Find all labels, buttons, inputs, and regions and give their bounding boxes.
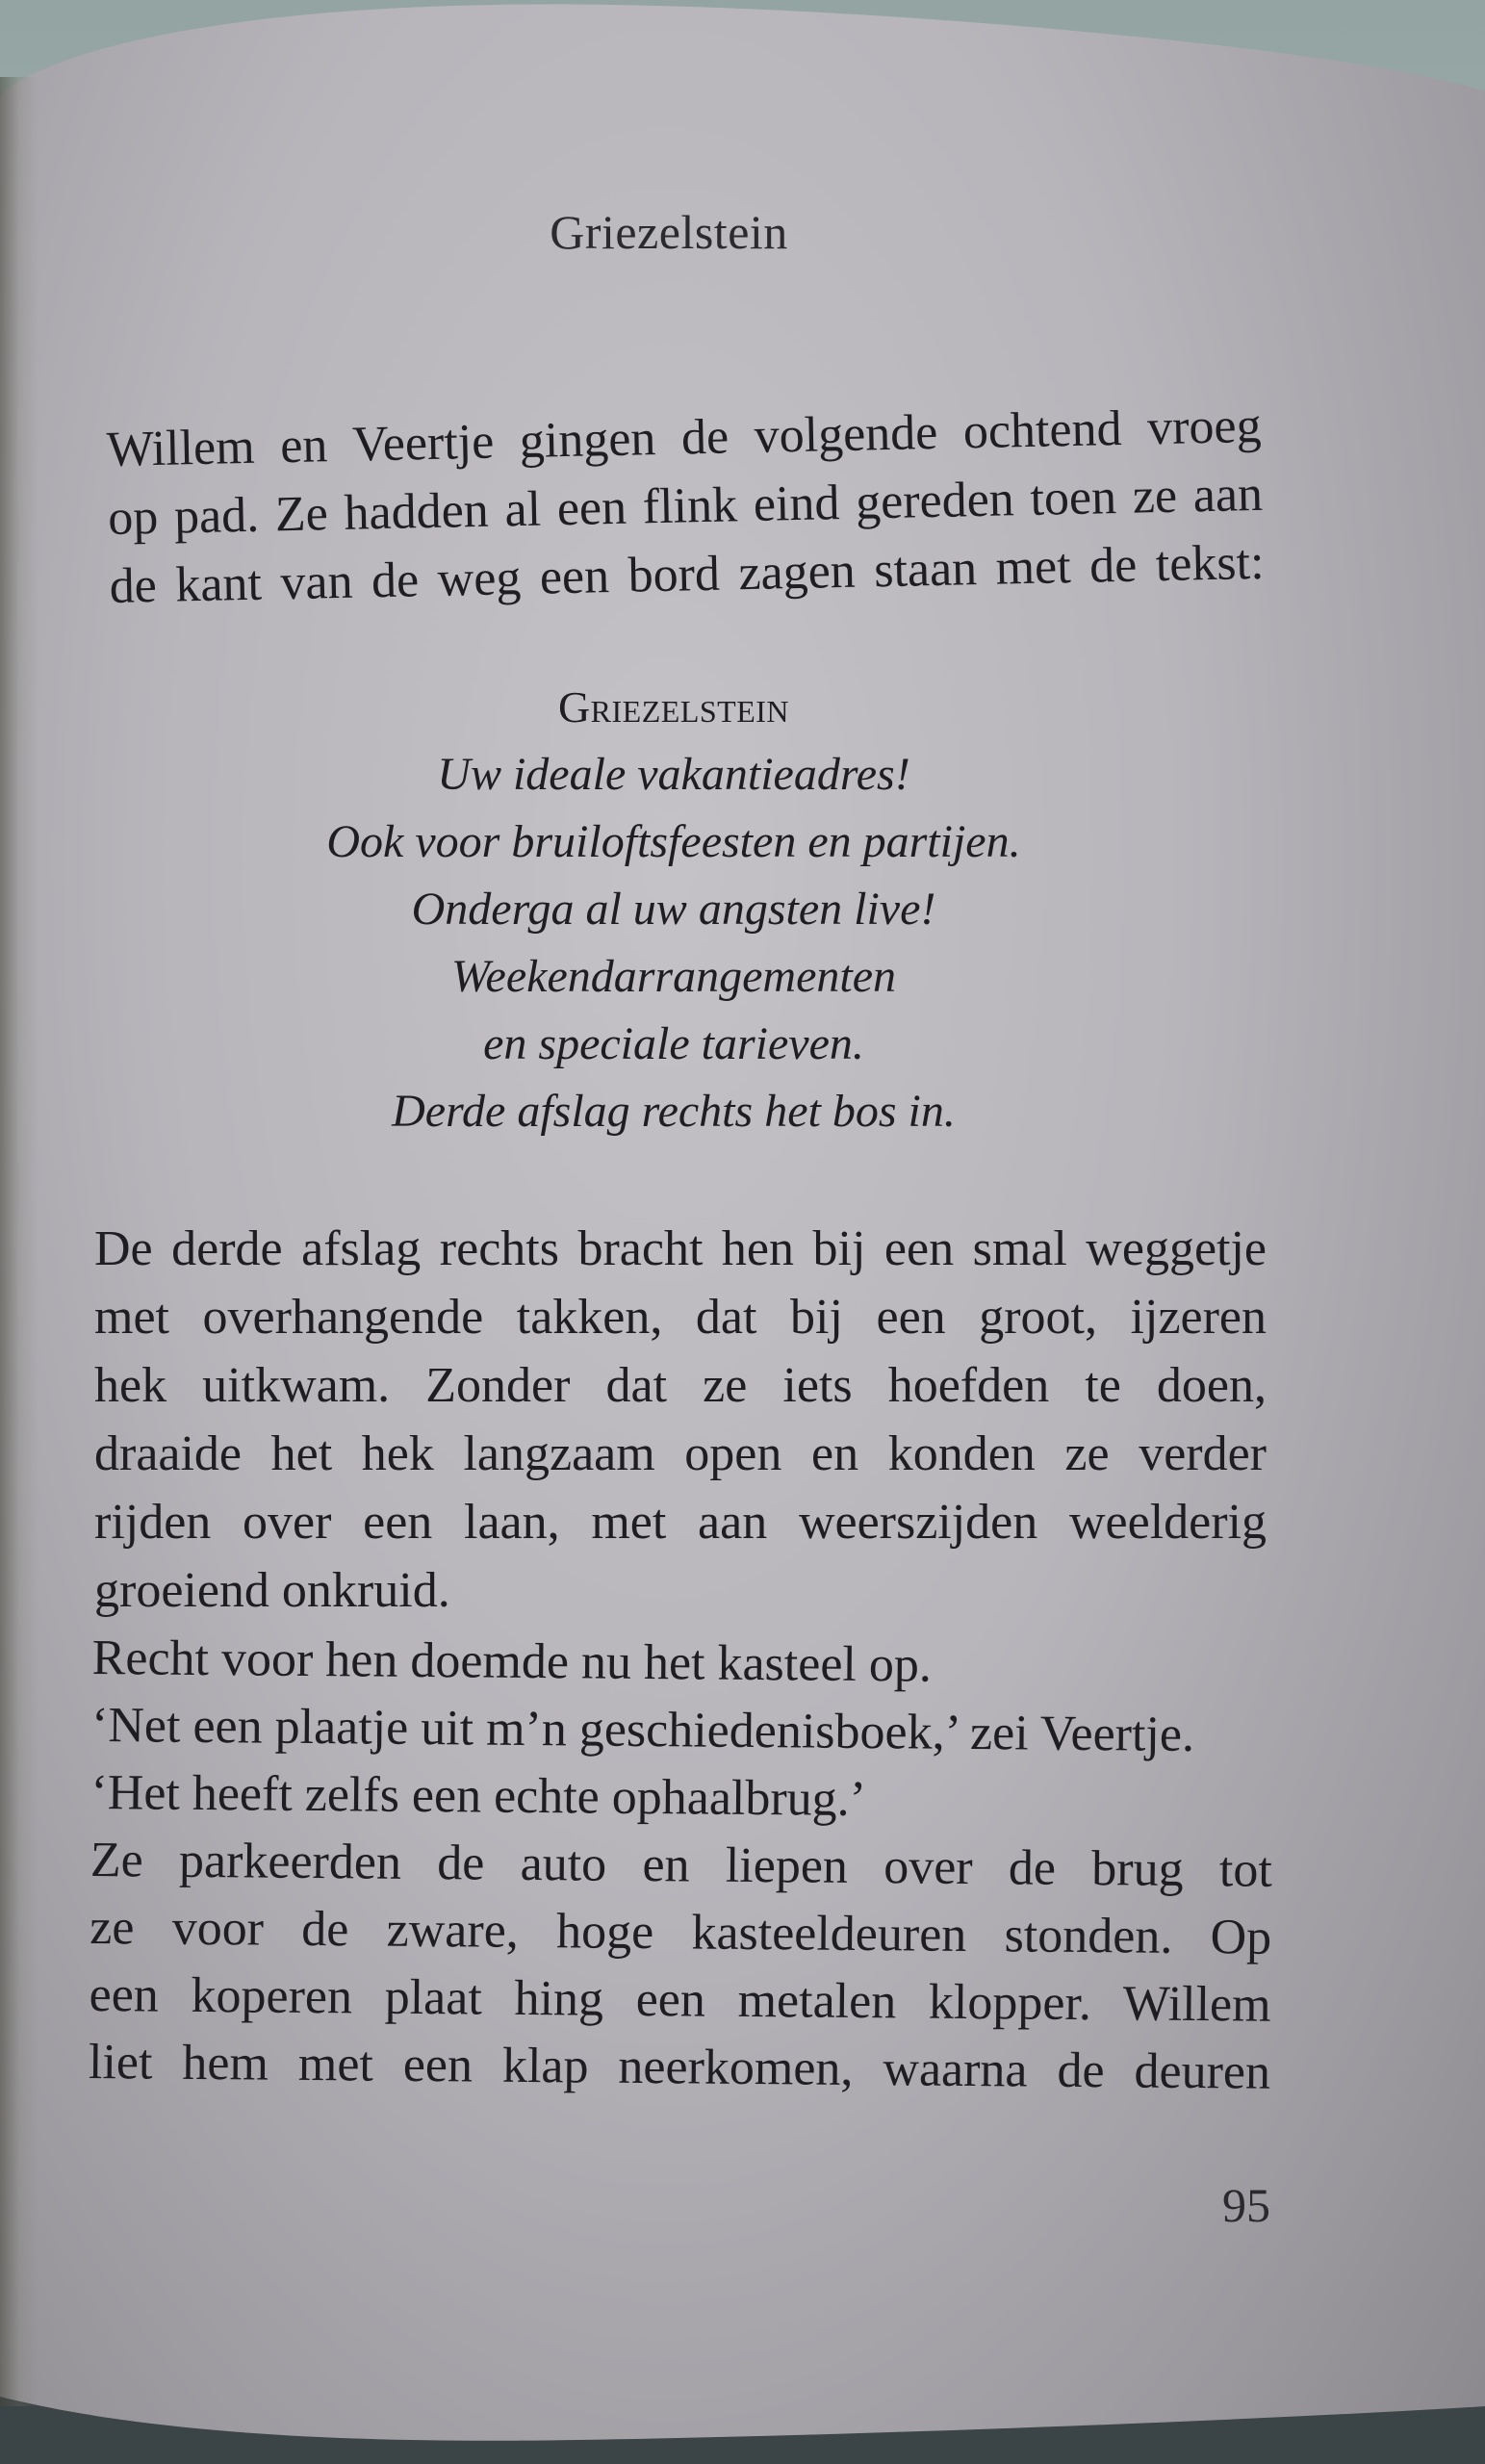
paragraph-2 <box>94 1215 1267 1625</box>
text-line: Ze parkeerden de auto en liepen over de brug tot <box>90 1832 1273 1898</box>
text-line: de kant van de weg een bord zagen staan met de tekst: <box>109 534 1266 614</box>
sign-line: Uw ideale vakantieadres! <box>437 749 910 800</box>
sign-line: Derde afslag rechts het bos in. <box>392 1086 956 1137</box>
paragraph-3 <box>89 1625 1274 2107</box>
sign-line: Ook voor bruiloftsfeesten en partijen. <box>326 816 1021 867</box>
sign-text-block <box>289 674 1059 1145</box>
sign-line: Onderga al uw angsten live! <box>411 884 936 935</box>
text-line: ze voor de zware, hoge kasteeldeuren stonden. Op <box>90 1899 1272 1965</box>
text-line: Recht voor hen doemde nu het kasteel op. <box>91 1630 933 1693</box>
text-line: op pad. Ze hadden al een flink eind gereden toen ze aan <box>107 466 1264 546</box>
text-line: De derde afslag rechts bracht hen bij een smal weggetje <box>94 1221 1267 1276</box>
text-line: liet hem met een klap neerkomen, waarna de deuren <box>88 2034 1271 2100</box>
sign-line: en speciale tarieven. <box>483 1018 864 1069</box>
text-line: rijden over een laan, met aan weerszijden weelderig <box>94 1495 1267 1550</box>
text-line: draaide het hek langzaam open en konden ze verder <box>94 1426 1267 1481</box>
page-number: 95 <box>1222 2178 1270 2232</box>
text-line: ‘Net een plaatje uit m’n geschiedenisboek,’ zei Veertje. <box>90 1697 1195 1762</box>
text-line: een koperen plaat hing een metalen klopper. Willem <box>89 1966 1271 2033</box>
sign-line: Weekendarrangementen <box>450 951 897 1002</box>
text-line: met overhangende takken, dat bij een groot, ijzeren <box>94 1290 1267 1345</box>
text-line: hek uitkwam. Zonder dat ze iets hoefden te doen, <box>94 1358 1267 1413</box>
text-line: ‘Het heeft zelfs een echte ophaalbrug.’ <box>90 1764 867 1828</box>
sign-title: Griezelstein <box>557 682 790 732</box>
text-line: Willem en Veertje gingen de volgende ochtend vroeg <box>106 398 1263 477</box>
paragraph-1 <box>106 392 1265 621</box>
text-line: groeiend onkruid. <box>94 1563 450 1618</box>
running-head: Griezelstein <box>550 205 788 259</box>
